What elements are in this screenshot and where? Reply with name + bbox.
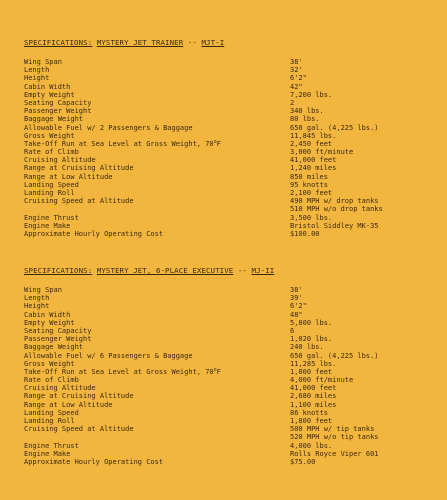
spec-row: [24, 164, 434, 172]
spec-row: [24, 181, 434, 189]
spec-row: [24, 433, 434, 441]
spec-value: 80 lbs.: [290, 115, 320, 124]
spec-value: 2,450 feet: [290, 139, 333, 148]
degree-mark: o: [213, 138, 217, 145]
spec-row: [24, 392, 434, 400]
spec-label-text: Engine Thrust: [24, 213, 79, 222]
spec-value: 42": [290, 82, 303, 91]
spec-value: 5,800 lbs.: [290, 318, 333, 327]
spec-value: 38': [290, 286, 303, 294]
spec-label-text: Wing Span: [24, 58, 62, 66]
spec-row: [24, 286, 434, 294]
spec-row: [24, 189, 434, 197]
spec-label: [24, 327, 91, 335]
spec-label: [24, 107, 91, 115]
spec-row: [24, 327, 434, 335]
spec-label: [24, 360, 75, 368]
spec-label-text: Engine Make: [24, 449, 71, 458]
spec-label: [24, 124, 193, 132]
spec-label: [24, 425, 134, 433]
spec-value: 7,200 lbs.: [290, 90, 333, 99]
spec-label-text: Cabin Width: [24, 82, 71, 91]
spec-row: [24, 173, 434, 181]
spec-label-text: Seating Capacity: [24, 326, 92, 335]
section-heading: [24, 266, 434, 275]
spec-label: [24, 368, 221, 376]
spec-value: 1,800 feet: [290, 367, 333, 376]
spec-label-text: Gross Weight: [24, 359, 75, 368]
spec-label: [24, 401, 113, 409]
spec-value: 650 gal. (4,225 lbs.): [290, 123, 379, 132]
spec-row: [24, 115, 434, 123]
spec-value: 3,000 ft/minute: [290, 148, 354, 157]
spec-row: [24, 442, 434, 450]
spec-value: 3,500 lbs.: [290, 213, 333, 222]
spec-label: [24, 335, 91, 343]
spec-table: [24, 58, 434, 238]
spec-label-text: Landing Roll: [24, 417, 75, 425]
heading-separator: --: [187, 38, 197, 47]
spec-label: [24, 91, 75, 99]
spec-label-text: Range at Low Altitude: [24, 400, 113, 409]
spec-label-text: Landing Speed: [24, 180, 79, 189]
spec-value: 6'2": [290, 302, 307, 311]
spec-label: [24, 140, 221, 148]
spec-row: [24, 58, 434, 66]
spec-value: 1,020 lbs.: [290, 335, 333, 344]
spec-label-text: Wing Span: [24, 286, 62, 294]
spec-label-text: Gross Weight: [24, 131, 75, 140]
spec-value: 95 knotts: [290, 180, 328, 189]
spec-row: [24, 156, 434, 164]
spec-value: 38': [290, 58, 303, 66]
spec-label: [24, 409, 79, 417]
spec-label-text: Baggage Weight: [24, 115, 84, 124]
spec-row: [24, 74, 434, 82]
spec-row: [24, 384, 434, 392]
spec-label-text: Take-Off Run at Sea Level at Gross Weight, 70: [24, 139, 214, 148]
spec-row: [24, 352, 434, 360]
spec-label: [24, 286, 62, 294]
spec-row: [24, 450, 434, 458]
spec-value: 41,000 feet: [290, 156, 337, 165]
spec-row: [24, 343, 434, 351]
spec-value: 340 lbs.: [290, 107, 324, 116]
spec-row: [24, 230, 434, 238]
spec-row: [24, 360, 434, 368]
spec-row: [24, 409, 434, 417]
spec-value: 240 lbs.: [290, 343, 324, 352]
spec-label: [24, 442, 79, 450]
spec-value: 6: [290, 326, 295, 335]
spec-label: [24, 173, 113, 181]
spec-row: [24, 214, 434, 222]
spec-row: [24, 302, 434, 310]
spec-row: [24, 335, 434, 343]
spec-value: 650 gal. (4,225 lbs.): [290, 351, 379, 360]
spec-value: 4,000 lbs.: [290, 441, 333, 450]
spec-label-text: Engine Make: [24, 221, 71, 230]
spec-label-text: Passenger Weight: [24, 107, 92, 116]
spec-row: [24, 458, 434, 466]
spec-label-text: Allowable Fuel w/ 2 Passengers & Baggage: [24, 123, 193, 132]
spec-label: [24, 74, 49, 82]
spec-label-text: Rate of Climb: [24, 148, 79, 157]
spec-label: [24, 392, 134, 400]
spec-label-text: Landing Speed: [24, 408, 79, 417]
spec-value: 39': [290, 294, 303, 303]
section-mjt-1: [24, 38, 434, 238]
spec-label-text: Baggage Weight: [24, 343, 84, 352]
spec-value: $100.00: [290, 229, 320, 238]
heading-separator: --: [237, 266, 247, 275]
spec-label-text: Cabin Width: [24, 310, 71, 319]
spec-label-text: Empty Weight: [24, 90, 75, 99]
heading-model-code: MJ-II: [251, 266, 275, 275]
spec-label-text: Seating Capacity: [24, 98, 92, 107]
spec-label-text: Rate of Climb: [24, 376, 79, 385]
spec-row: [24, 294, 434, 302]
spec-row: [24, 66, 434, 74]
heading-label: SPECIFICATIONS:: [24, 38, 93, 47]
spec-value: 48": [290, 310, 303, 319]
spec-label: [24, 132, 75, 140]
spec-value: 1,800 feet: [290, 417, 333, 425]
spec-label: [24, 99, 91, 107]
spec-row: [24, 376, 434, 384]
spec-value: 6'2": [290, 74, 307, 83]
spec-value: 2,100 feet: [290, 189, 333, 197]
spec-label: [24, 214, 79, 222]
spec-row: [24, 368, 434, 376]
spec-label-text: Approximate Hourly Operating Cost: [24, 457, 164, 466]
spec-value: Bristol Siddley MK-35: [290, 221, 379, 230]
spec-row: [24, 91, 434, 99]
spec-label-text: Cruising Altitude: [24, 384, 96, 393]
spec-label: [24, 181, 79, 189]
spec-row: [24, 222, 434, 230]
spec-value: 490 MPH w/ drop tanks: [290, 197, 379, 206]
spec-label-text: Allowable Fuel w/ 6 Passengers & Baggage: [24, 351, 193, 360]
spec-label-text: Height: [24, 74, 50, 83]
spec-table: [24, 286, 434, 466]
spec-label-text: Approximate Hourly Operating Cost: [24, 229, 164, 238]
spec-label: [24, 156, 96, 164]
spec-value: 32': [290, 66, 303, 75]
spec-row: [24, 148, 434, 156]
spec-row: [24, 124, 434, 132]
spec-row: [24, 140, 434, 148]
spec-value: 510 MPH w/o drop tanks: [290, 205, 383, 214]
spec-label: [24, 376, 79, 384]
spec-label: [24, 458, 163, 466]
heading-label: SPECIFICATIONS:: [24, 266, 93, 275]
spec-label-text: Landing Roll: [24, 189, 75, 197]
spec-label: [24, 148, 79, 156]
heading-model-name: MYSTERY JET TRAINER: [96, 38, 184, 47]
spec-label: [24, 384, 96, 392]
spec-value: 2,680 miles: [290, 392, 337, 401]
spec-label: [24, 450, 70, 458]
spec-label-text: Range at Low Altitude: [24, 172, 113, 181]
spec-label: [24, 417, 75, 425]
spec-label: [24, 189, 75, 197]
spec-label-unit: F: [216, 139, 221, 148]
spec-row: [24, 197, 434, 205]
spec-label-text: Cruising Altitude: [24, 156, 96, 165]
spec-label: [24, 222, 70, 230]
spec-value: 86 knotts: [290, 408, 328, 417]
spec-label: [24, 164, 134, 172]
spec-label-text: Range at Cruising Altitude: [24, 392, 134, 401]
spec-label-text: Length: [24, 66, 50, 75]
spec-label: [24, 311, 70, 319]
spec-label: [24, 343, 83, 351]
spec-value: 41,000 feet: [290, 384, 337, 393]
spec-value: 11,845 lbs.: [290, 131, 337, 140]
spec-label-text: Height: [24, 302, 50, 311]
spec-value: 4,000 ft/minute: [290, 376, 354, 385]
spec-label-text: Cruising Speed at Altitude: [24, 425, 134, 434]
spec-value: 11,285 lbs.: [290, 359, 337, 368]
spec-label: [24, 115, 83, 123]
spec-label-text: Take-Off Run at Sea Level at Gross Weight, 70: [24, 367, 214, 376]
degree-mark: o: [213, 366, 217, 373]
spec-row: [24, 311, 434, 319]
spec-label-text: Range at Cruising Altitude: [24, 164, 134, 173]
spec-row: [24, 205, 434, 213]
spec-label: [24, 319, 75, 327]
spec-value: 1,100 miles: [290, 400, 337, 409]
section-mj-2: [24, 266, 434, 466]
spec-row: [24, 83, 434, 91]
section-heading: [24, 38, 434, 47]
spec-value: 500 MPH w/ tip tanks: [290, 425, 375, 434]
spec-label-text: Engine Thrust: [24, 441, 79, 450]
spec-label-text: Passenger Weight: [24, 335, 92, 344]
heading-model-code: MJT-I: [201, 38, 225, 47]
spec-label-text: Empty Weight: [24, 318, 75, 327]
spec-label: [24, 352, 193, 360]
spec-label: [24, 197, 134, 205]
spec-value: 2: [290, 98, 295, 107]
heading-model-name: MYSTERY JET, 6-PLACE EXECUTIVE: [96, 266, 234, 275]
spec-value: 850 miles: [290, 172, 328, 181]
spec-label: [24, 302, 49, 310]
spec-row: [24, 401, 434, 409]
spec-label-text: Cruising Speed at Altitude: [24, 197, 134, 206]
spec-row: [24, 132, 434, 140]
spec-value: 520 MPH w/o tip tanks: [290, 433, 379, 442]
spec-value: Rolls Royce Viper 601: [290, 449, 379, 458]
spec-row: [24, 319, 434, 327]
spec-row: [24, 107, 434, 115]
spec-label-unit: F: [216, 367, 221, 376]
spec-label: [24, 66, 49, 74]
spec-label: [24, 230, 163, 238]
spec-value: 1,240 miles: [290, 164, 337, 173]
spec-label-text: Length: [24, 294, 50, 303]
spec-value: $75.00: [290, 457, 316, 466]
spec-label: [24, 294, 49, 302]
spec-row: [24, 425, 434, 433]
spec-row: [24, 417, 434, 425]
spec-label: [24, 58, 62, 66]
spec-row: [24, 99, 434, 107]
spec-label: [24, 83, 70, 91]
